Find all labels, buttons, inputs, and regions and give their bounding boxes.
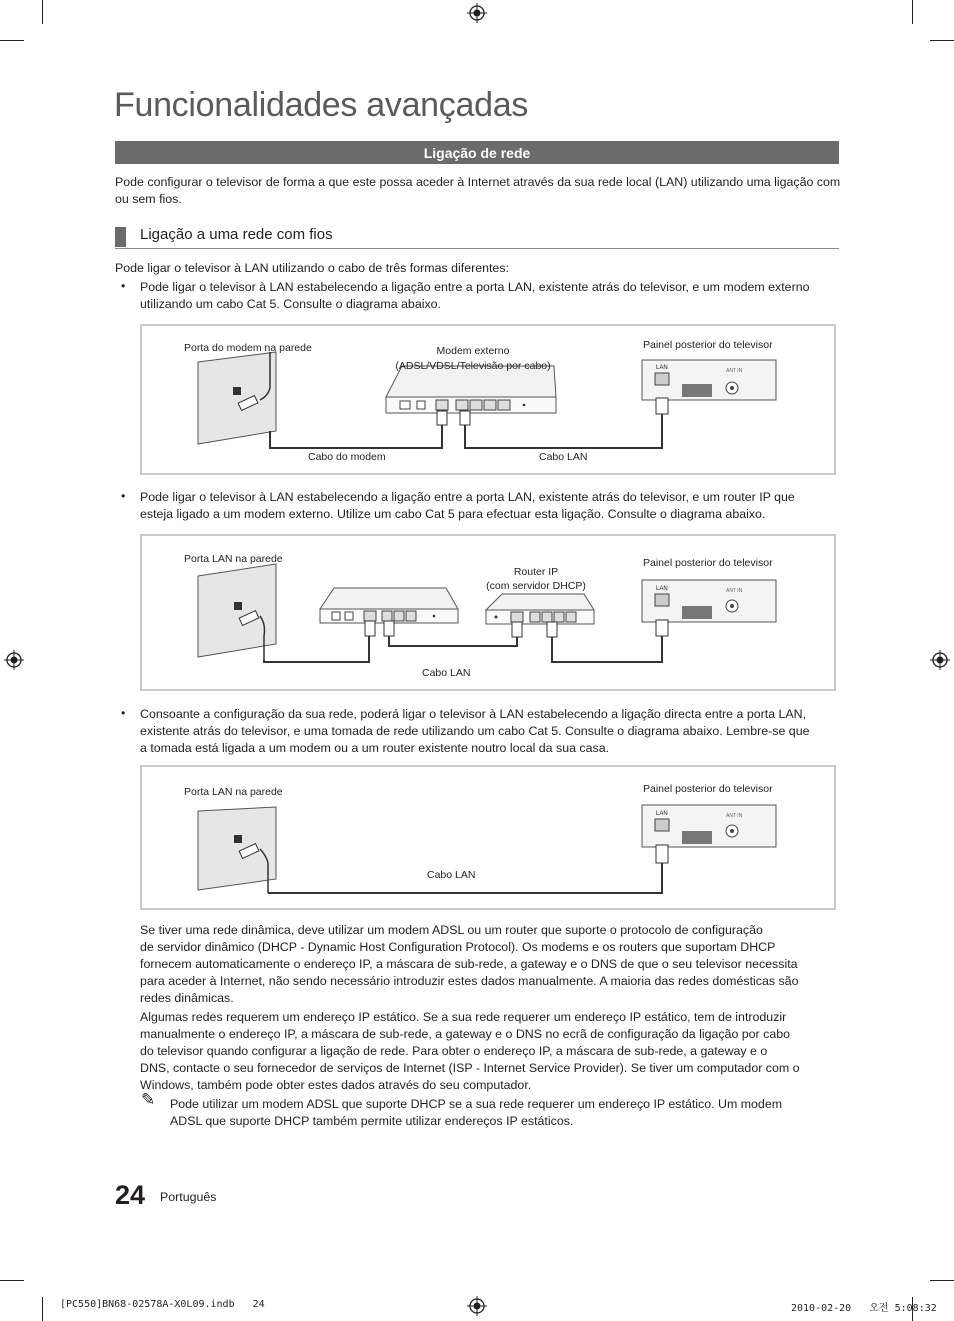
tv-panel-label: Painel posterior do televisor [643,783,773,795]
registration-mark-icon [467,3,487,23]
text-line: de servidor dinâmico (DHCP - Dynamic Host Configuration Protocol). Os modems e os routers que suportam DHCP [140,940,776,954]
ant-port-label: ANT IN [726,368,743,374]
bullet-line: utilizando um cabo Cat 5. Consulte o diagrama abaixo. [140,297,441,311]
language-label: Português [160,1190,217,1204]
device-label-sub: (com servidor DHCP) [486,580,586,592]
note-line: Pode utilizar um modem ADSL que suporte DHCP se a sua rede requerer um endereço IP estático. Um modem [170,1097,783,1111]
bullet-line: existente atrás do televisor, e uma tomada de rede utilizando um cabo Cat 5. Consulte o diagrama abaixo. Lembre-se que [140,724,810,738]
page-title: Funcionalidades avançadas [114,86,529,124]
device-label-sub: (ADSL/VDSL/Televisão por cabo) [395,360,551,372]
wall-port-label: Porta do modem na parede [184,342,312,354]
wall-port-label: Porta LAN na parede [184,553,283,565]
note-line: ADSL que suporte DHCP também permite utilizar endereços IP estáticos. [170,1114,574,1128]
diagram-router [140,534,836,691]
tv-panel-label: Painel posterior do televisor [643,557,773,569]
pencil-note-icon: ✎ [141,1090,156,1110]
cable-label: Cabo LAN [539,451,588,463]
section-title: Ligação de rede [115,141,839,164]
footer-timestamp: 2010-02-20 오전 5:08:32 [791,1303,937,1314]
bullet-line: Consoante a configuração da sua rede, poderá ligar o televisor à LAN estabelecendo a ligação directa entre a porta LAN, [140,707,807,721]
cable-label: Cabo do modem [308,451,386,463]
text-line: redes dinâmicas. [140,991,234,1005]
registration-mark-icon [467,1296,487,1316]
ant-port-label: ANT IN [726,588,743,594]
bullet-line: Pode ligar o televisor à LAN estabelecendo a ligação entre a porta LAN, existente atrás do televisor, e um router IP que [140,490,795,504]
crop-mark [912,0,913,24]
cable-label: Cabo LAN [427,869,476,881]
intro-paragraph: Pode configurar o televisor de forma a que este possa aceder à Internet através da sua rede local (LAN) utilizando uma ligação com ou sem fios. [115,175,841,206]
lan-port-label: LAN [656,586,668,592]
crop-mark [0,40,24,41]
lan-port-label: LAN [656,365,668,371]
subheading-marker [115,227,126,247]
text-line: Windows, também pode obter estes dados através do seu computador. [140,1078,532,1092]
bullet-line: esteja ligado a um modem externo. Utilize um cabo Cat 5 para efectuar esta ligação. Consulte o diagrama abaixo. [140,507,766,521]
diagram-wall-direct [140,765,836,910]
device-label: Modem externo [436,345,510,357]
wall-port-label: Porta LAN na parede [184,786,283,798]
crop-mark [930,40,954,41]
text-line: manualmente o endereço IP, a máscara de sub-rede, a gateway e o DNS no ecrã de configuração da ligação por cabo [140,1027,790,1041]
lan-port-label: LAN [656,811,668,817]
subheading [115,226,839,249]
bullet-symbol: • [121,489,126,503]
registration-mark-icon [4,650,24,670]
page-number: 24 [115,1180,146,1210]
bullet-line: Pode ligar o televisor à LAN estabelecendo a ligação entre a porta LAN, existente atrás do televisor, e um modem externo [140,280,810,294]
crop-mark [930,1280,954,1281]
text-line: Se tiver uma rede dinâmica, deve utilizar um modem ADSL ou um router que suporte o protocolo de configuração [140,923,763,937]
text-line: fornecem automaticamente o endereço IP, a máscara de sub-rede, a gateway e o DNS de que o seu televisor necessita [140,957,798,971]
bullet-symbol: • [121,279,126,293]
subheading-text: Ligação a uma rede com fios [140,226,333,243]
crop-mark [42,1297,43,1321]
crop-mark [42,0,43,24]
text-line: Algumas redes requerem um endereço IP estático. Se a sua rede requerer um endereço IP estático, tem de introduzir [140,1010,787,1024]
crop-mark [0,1280,24,1281]
ant-port-label: ANT IN [726,813,743,819]
cable-label: Cabo LAN [422,667,471,679]
text-line: para aceder à Internet, não sendo necessário introduzir estes dados manualmente. A maioria das redes domésticas são [140,974,799,988]
device-label: Router IP [513,566,559,578]
lead-paragraph: Pode ligar o televisor à LAN utilizando o cabo de três formas diferentes: [115,261,509,275]
registration-mark-icon [930,650,950,670]
text-line: DNS, contacte o seu fornecedor de serviços de Internet (ISP - Internet Service Provider). Se tiver um computador com o [140,1061,800,1075]
bullet-line: a tomada está ligada a um modem ou a um router existente noutro local da sua casa. [140,741,610,755]
footer-file-info: [PC550]BN68-02578A-X0L09.indb 24 [60,1299,265,1310]
diagram-modem [140,324,836,475]
text-line: do televisor quando configurar a ligação de rede. Para obter o endereço IP, a máscara de sub-rede, a gateway e o [140,1044,768,1058]
bullet-symbol: • [121,706,126,720]
tv-panel-label: Painel posterior do televisor [643,339,773,351]
